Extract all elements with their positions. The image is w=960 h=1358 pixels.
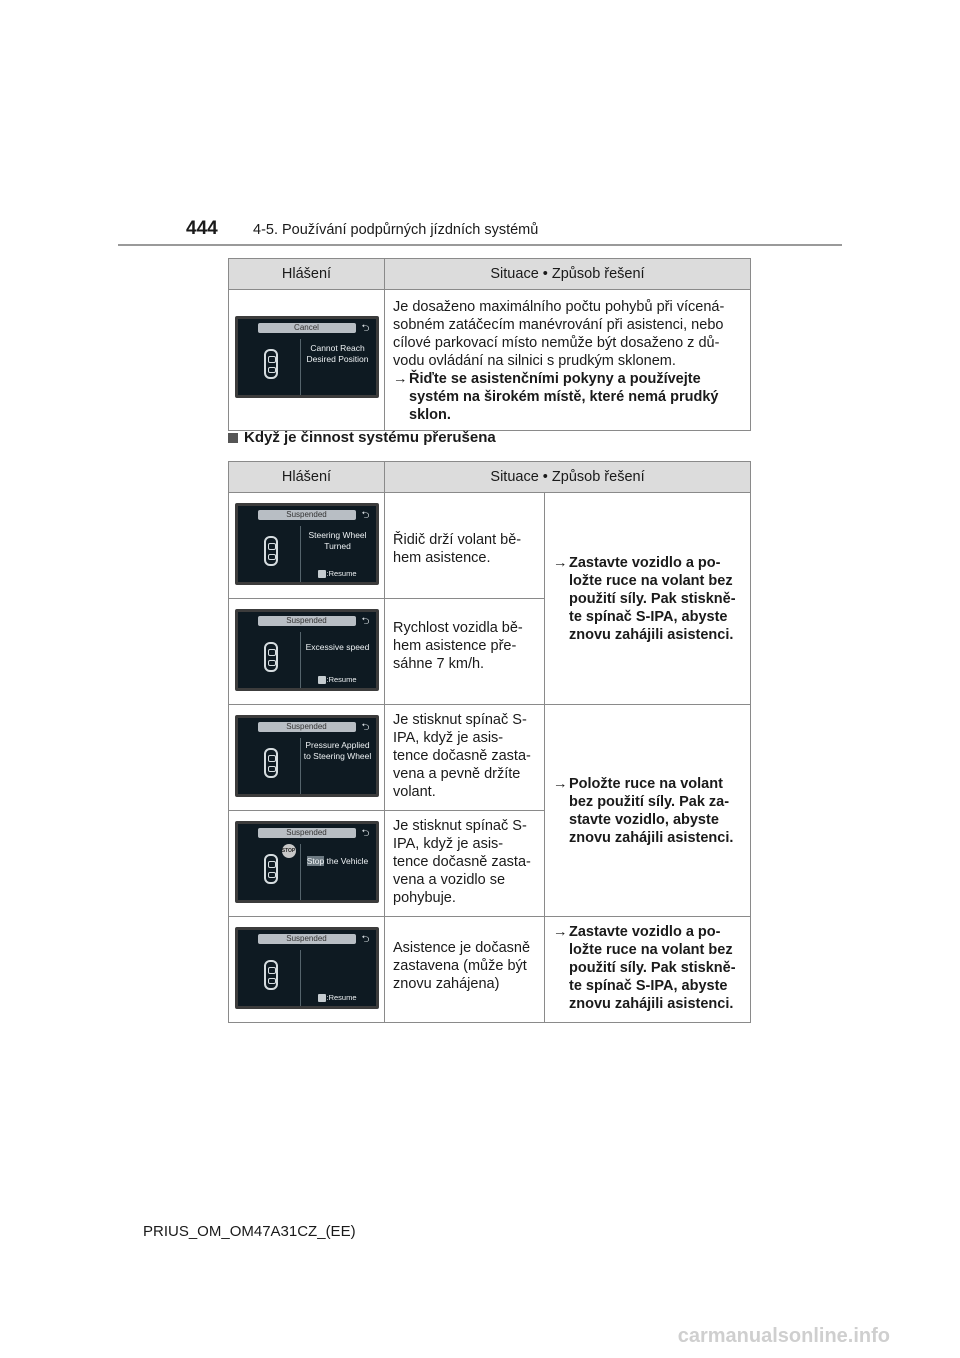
car-icon (264, 536, 278, 566)
action-text: Zastavte vozidlo a po-ložte ruce na volant bez použití síly. Pak stiskně-te spínač S-IPA, abyste znovu zahájili asistenci. (569, 924, 736, 1012)
car-icon (264, 642, 278, 672)
arrow-icon: → (553, 775, 568, 792)
table2-header-message: Hlášení (229, 462, 385, 493)
action-cell (545, 493, 751, 705)
table-row (229, 811, 385, 917)
screen-message-rest: the Vehicle (324, 856, 369, 866)
table-row (229, 599, 385, 705)
screen-status-bar: Suspended (258, 722, 356, 732)
subheading-text: Když je činnost systému přerušena (244, 429, 496, 446)
table1-situation-cell (385, 290, 751, 431)
back-icon: ⮌ (361, 616, 370, 627)
situation-cell (385, 917, 545, 1023)
car-icon (264, 960, 278, 990)
car-icon (264, 854, 278, 884)
screen-status-bar: Suspended (258, 828, 356, 838)
screen-divider (300, 738, 301, 794)
situation-cell (385, 599, 545, 705)
display-screen-image (235, 609, 379, 691)
display-screen-image (235, 927, 379, 1009)
bullet-square-icon (228, 433, 238, 443)
footer-code: PRIUS_OM_OM47A31CZ_(EE) (143, 1223, 356, 1240)
switch-icon (318, 676, 326, 684)
screen-divider (300, 632, 301, 688)
back-icon: ⮌ (361, 510, 370, 521)
message-table-2 (228, 461, 751, 1023)
arrow-icon: → (553, 554, 568, 571)
screen-resume (318, 569, 357, 578)
screen-status-bar: Suspended (258, 934, 356, 944)
display-screen-image (235, 316, 379, 398)
page-number: 444 (186, 218, 218, 239)
table1-situation-text: Je dosaženo maximálního počtu pohybů při vícená-sobném zatáčecím manévrování při asistenci, nebo cílové parkovací místo nemůže být dosaženo z dů-vodu ovládání na silnici s prudkým sklonem. (393, 299, 725, 369)
screen-message: Pressure Applied to Steering Wheel (303, 740, 372, 761)
back-icon: ⮌ (361, 828, 370, 839)
header-rule (118, 244, 842, 246)
situation-text: Asistence je dočasně zastavena (může být znovu zahájena) (393, 940, 531, 992)
switch-icon (318, 570, 326, 578)
screen-status-bar: Suspended (258, 510, 356, 520)
screen-message-highlight: Stop (306, 856, 325, 866)
switch-icon (318, 994, 326, 1002)
screen-resume (318, 675, 357, 684)
table1-screen-cell (229, 290, 385, 431)
situation-text: Řidič drží volant bě-hem asistence. (393, 532, 522, 566)
message-table-1 (228, 258, 751, 431)
back-icon: ⮌ (361, 323, 370, 334)
table1-header-situation: Situace • Způsob řešení (385, 259, 751, 290)
display-screen-image (235, 821, 379, 903)
table1-header-message: Hlášení (229, 259, 385, 290)
situation-text: Je stisknut spínač S-IPA, když je asis-tence dočasně zasta-vena a pevně držíte volant. (393, 712, 531, 800)
screen-message (304, 856, 372, 867)
resume-label: :Resume (326, 568, 357, 578)
action-cell (545, 917, 751, 1023)
screen-status-bar: Cancel (258, 323, 356, 333)
car-icon (264, 349, 278, 379)
situation-cell (385, 705, 545, 811)
action-text: Zastavte vozidlo a po-ložte ruce na volant bez použití síly. Pak stiskně-te spínač S-IPA, abyste znovu zahájili asistenci. (569, 554, 736, 643)
resume-label: :Resume (326, 674, 357, 684)
stop-icon: STOP (282, 844, 296, 858)
situation-text: Je stisknut spínač S-IPA, když je asis-tence dočasně zasta-vena a vozidlo se pohybuje. (393, 818, 531, 906)
subheading (228, 429, 496, 446)
section-title: 4-5. Používání podpůrných jízdních systémů (253, 222, 539, 238)
screen-divider (300, 844, 301, 900)
screen-message: Excessive speed (305, 642, 370, 652)
screen-status-bar: Suspended (258, 616, 356, 626)
table-row (229, 493, 385, 599)
arrow-icon: → (393, 371, 408, 387)
action-text: Položte ruce na volant bez použití síly. Pak za-stavte vozidlo, abyste znovu zahájili asistenci. (569, 775, 734, 846)
action-cell (545, 705, 751, 917)
display-screen-image (235, 503, 379, 585)
screen-divider (300, 526, 301, 582)
back-icon: ⮌ (361, 934, 370, 945)
display-screen-image (235, 715, 379, 797)
table2-header-situation: Situace • Způsob řešení (385, 462, 751, 493)
table-row (229, 705, 385, 811)
situation-text: Rychlost vozidla bě-hem asistence pře-sáhne 7 km/h. (393, 620, 523, 672)
watermark: carmanualsonline.info (677, 1325, 890, 1347)
screen-divider (300, 339, 301, 395)
table-row (229, 917, 385, 1023)
back-icon: ⮌ (361, 722, 370, 733)
screen-divider (300, 950, 301, 1006)
arrow-icon: → (553, 924, 568, 940)
screen-message: Steering Wheel Turned (308, 530, 367, 551)
table1-action-text: Řiďte se asistenčními pokyny a používejte systém na širokém místě, které nemá prudký sklon. (409, 371, 719, 423)
situation-cell (385, 493, 545, 599)
situation-cell (385, 811, 545, 917)
screen-resume (318, 993, 357, 1002)
resume-label: :Resume (326, 992, 357, 1002)
screen-message: Cannot Reach Desired Position (306, 343, 369, 364)
car-icon (264, 748, 278, 778)
